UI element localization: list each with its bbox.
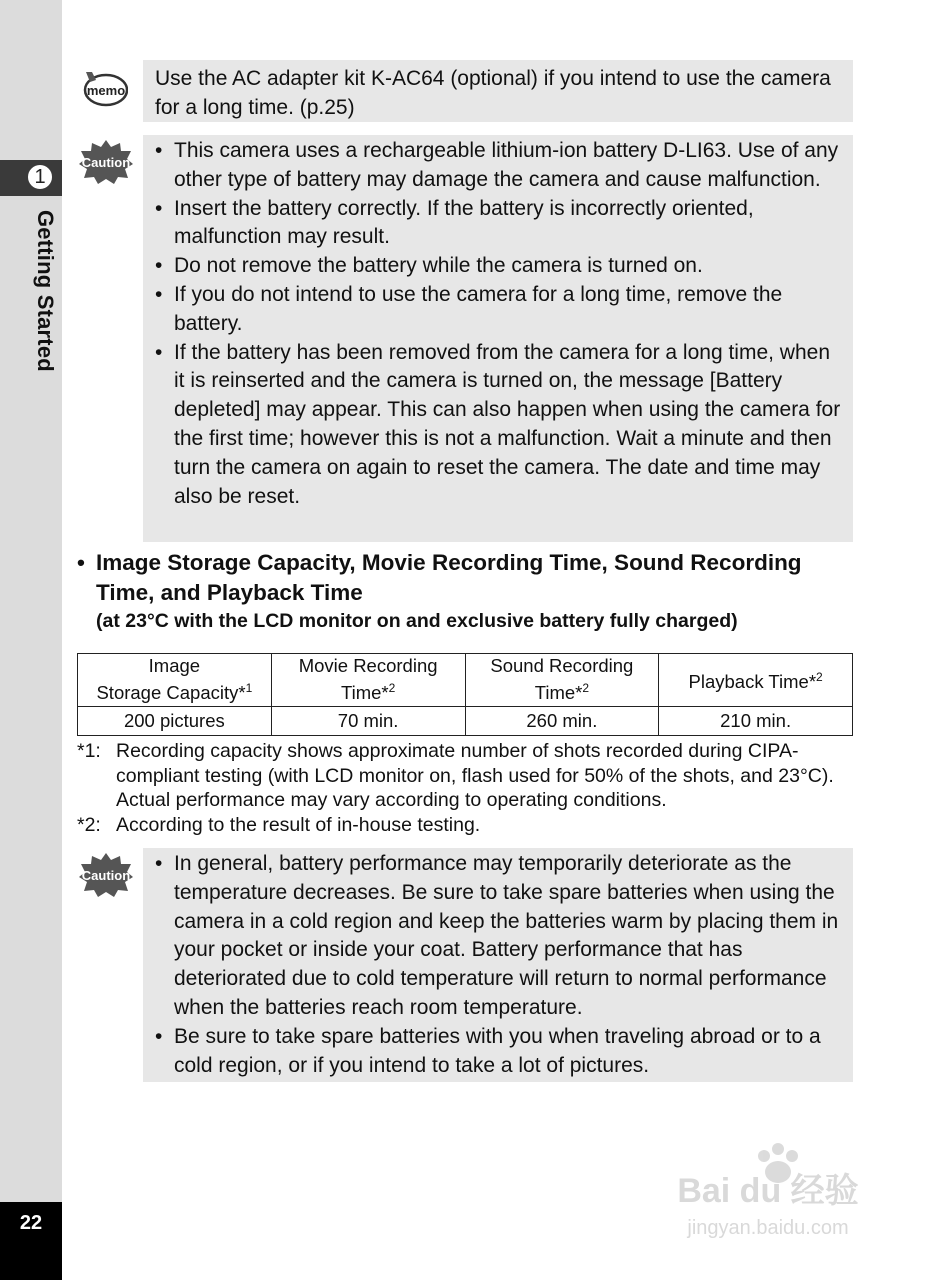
- chapter-title: Getting Started: [33, 210, 58, 372]
- list-item: • Be sure to take spare batteries with you when traveling abroad or to a cold region, or if you intend to take a lot of pictures.: [155, 1023, 841, 1081]
- footnote-mark: *1:: [77, 740, 101, 762]
- table-header: Image Storage Capacity*$^1$: [78, 654, 272, 707]
- capacity-table: [77, 653, 853, 736]
- table-row: [78, 707, 853, 736]
- table-header: Sound Recording Time*$^2$: [465, 654, 659, 707]
- list-item: • If you do not intend to use the camera for a long time, remove the battery.: [155, 281, 841, 339]
- list-item: • Do not remove the battery while the camera is turned on.: [155, 252, 841, 281]
- watermark-url: jingyan.baidu.com: [687, 1217, 849, 1239]
- memo-icon-label: memo: [86, 83, 126, 98]
- list-item: • This camera uses a rechargeable lithium-ion battery D-LI63. Use of any other type of battery may damage the camera and cause malfunction.: [155, 137, 841, 195]
- heading-bullet: •: [77, 550, 85, 575]
- table-header-row: [78, 654, 853, 707]
- chapter-number: 1: [26, 163, 54, 191]
- heading-text: Image Storage Capacity, Movie Recording Time, Sound Recording Time, and Playback Time: [96, 550, 802, 605]
- section-heading: [77, 548, 857, 608]
- list-item: • In general, battery performance may temporarily deteriorate as the temperature decreases. Be sure to take spare batteries when using the camera in a cold region and keep the batteries warm by placing them in your pocket or inside your coat. Battery performance that has deteriorated due to cold temperature will return to normal performance when the batteries reach room temperature.: [155, 850, 841, 1023]
- caution-icon: [78, 139, 134, 185]
- caution-icon-label: Caution: [81, 155, 131, 170]
- section-subheading: (at 23°C with the LCD monitor on and exclusive battery fully charged): [96, 610, 738, 632]
- footnote-text: Recording capacity shows approximate number of shots recorded during CIPA-compliant testing (with LCD monitor on, flash used for 50% of the shots, and 23°C). Actual performance may vary according to operating conditions.: [116, 740, 834, 811]
- table-cell: 260 min.: [465, 707, 659, 736]
- list-item: • Insert the battery correctly. If the battery is incorrectly oriented, malfunction may result.: [155, 195, 841, 253]
- footnote-1: [77, 739, 857, 813]
- watermark-brand: Bai du 经验: [677, 1172, 859, 1210]
- table-cell: 200 pictures: [78, 707, 272, 736]
- table-header: Movie Recording Time*$^2$: [271, 654, 465, 707]
- footnote-mark: *2:: [77, 814, 101, 836]
- caution-note-1: [143, 135, 853, 542]
- memo-note: Use the AC adapter kit K-AC64 (optional) if you intend to use the camera for a long time. (p.25): [143, 60, 853, 122]
- caution-note-2: [143, 848, 853, 1082]
- caution-icon-label: Caution: [81, 868, 131, 883]
- footnote-2: [77, 813, 857, 838]
- page-number: 22: [19, 1212, 43, 1234]
- table-cell: 70 min.: [271, 707, 465, 736]
- caution-icon: [78, 852, 134, 898]
- list-item: • If the battery has been removed from the camera for a long time, when it is reinserted and the camera is turned on, the message [Battery depleted] may appear. This can also happen when using the camera for the first time; however this is not a malfunction. Wait a minute and then turn the camera on again to reset the camera. The date and time may also be reset.: [155, 339, 841, 512]
- footnote-text: According to the result of in-house testing.: [116, 814, 481, 836]
- table-cell: 210 min.: [659, 707, 853, 736]
- memo-icon: [80, 68, 128, 108]
- table-header: Playback Time*$^2$: [659, 654, 853, 707]
- baidu-watermark: [660, 1140, 875, 1245]
